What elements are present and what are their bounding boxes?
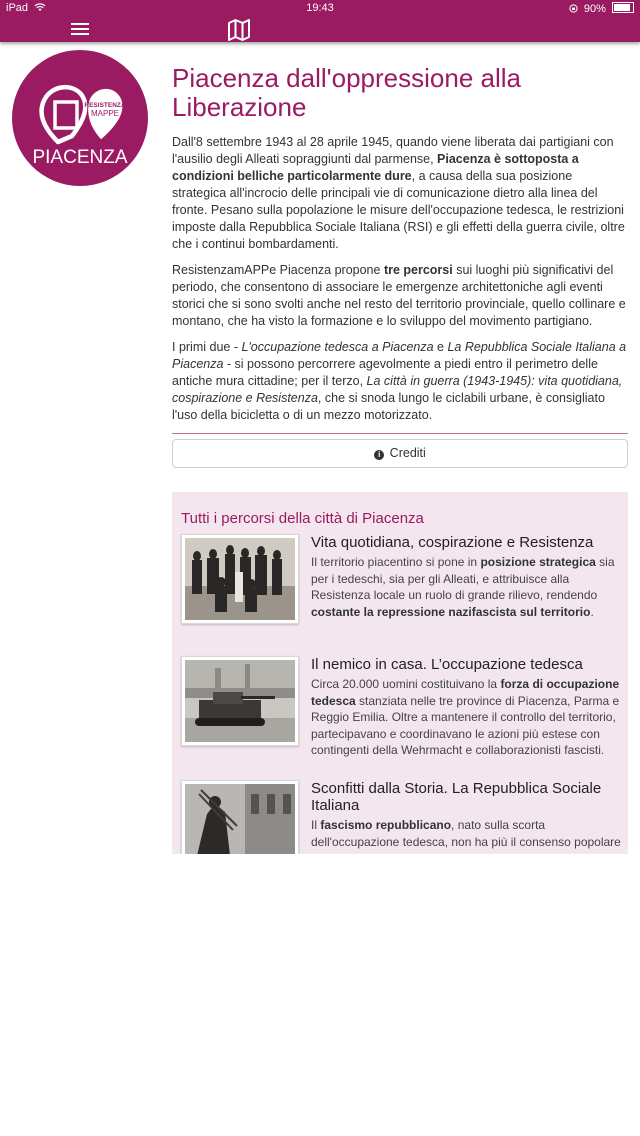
logo-city: PIACENZA [32,147,128,168]
text: Il [311,818,321,832]
text-bold: fascismo repubblicano [320,818,452,832]
text: ResistenzamAPPe Piacenza propone [172,263,384,277]
battery-icon [612,2,634,13]
text-bold: posizione strategica [480,555,596,569]
text-bold: costante la repressione nazifascista sul territorio [311,604,591,619]
map-button[interactable] [227,17,253,41]
text-bold: Piacenza è sottoposta a condizioni belliche particolarmente dure [172,152,579,183]
status-right [569,2,634,15]
logo-ring-text: RESISTENZA [84,102,126,109]
routes-panel [172,492,628,854]
text: . [590,604,594,619]
text: Dall'8 settembre 1943 al 28 aprile 1945, quando viene liberata dai partigiani con l'ausilio degli Alleati sopraggiunti dal parmense, [172,135,614,166]
hamburger-line [71,33,89,35]
page-title: Piacenza dall'oppressione alla Liberazione [172,63,521,122]
routes-heading: Tutti i percorsi della città di Piacenza [181,510,424,527]
text: Il territorio piacentino si pone in [311,555,481,569]
hamburger-icon [71,23,89,25]
route-thumbnail [181,534,299,624]
section-divider [172,433,628,434]
text-bold: forza di occupazione tedesca [311,677,620,708]
logo-mappe-text: MAPPE [90,109,120,118]
text: Circa 20.000 uomini costituivano la [311,677,501,691]
menu-button[interactable] [70,19,90,39]
route-title: Vita quotidiana, cospirazione e Resistenza [311,534,594,551]
device-name: iPad [6,2,29,14]
intro-paragraph-2 [172,262,628,330]
text: stanziata nelle tre province di Piacenza, Parma e Reggio Emilia. Oltre a mantenere il controllo del territorio, partecipavano e coordinavano le azioni più estese con contingenti della Wehrmacht e collaborazionisti fascisti. [311,693,620,757]
status-time: 19:43 [306,2,334,14]
text-italic: L'occupazione tedesca a Piacenza [241,340,434,354]
route-title: Sconfitti dalla Storia. La Repubblica Sociale Italiana [311,780,602,814]
text: , a causa della sua posizione strategica all'incrocio delle principali vie di comunicazione dietro alla linea del fronte. Pesano sulla popolazione le misure dell'occupazione tedesca, le restrizioni imposte dalla Repubblica Sociale Italiana (RSI) e gli effetti della guerra civile, oltre che i continui bombardamenti. [172,169,625,251]
route-description [311,554,623,620]
text: e [433,340,448,354]
monument-photo [185,784,295,854]
credits-button[interactable] [172,439,628,468]
hamburger-line [71,28,89,30]
route-description [311,676,623,759]
text-bold: tre percorsi [383,263,453,277]
intro-paragraph-3 [172,339,628,424]
route-description [311,817,623,850]
intro-section [172,64,628,434]
map-icon [227,17,253,41]
orientation-lock-icon [569,4,578,13]
text: , nato sulla scorta dell'occupazione tedesca, non ha più il consenso popolare [311,818,621,849]
route-title: Il nemico in casa. L’occupazione tedesca [311,656,583,673]
battery-percent: 90% [583,3,606,15]
credits-label: Crediti [389,446,426,460]
nav-bar [0,18,640,42]
tank-photo [185,660,295,742]
text: - si possono percorrere agevolmente a piedi entro il perimetro delle antiche mura cittadine; per il terzo, [172,357,598,388]
info-icon: i [374,450,384,460]
status-bar [0,0,640,18]
text-italic: La città in guerra (1943-1945): vita quotidiana, cospirazione e Resistenza [172,374,623,405]
route-thumbnail [181,780,299,854]
text: sia per i tedeschi, sia per gli Alleati, e attribuisce alla Resistenza locale un ruolo di grande rilievo, rendendo [311,555,615,602]
text: sui luoghi più significativi del periodo, che consentono di associare le emergenze architettoniche agli eventi storici che si sono svolti anche nel resto del territorio provinciale, quello collinare e montano, che ha visto la formazione e lo sviluppo del movimento partigiano. [172,263,626,328]
logo-graphic [12,50,148,186]
text: I primi due - [172,340,242,354]
resistenza-mappe-logo [12,50,148,186]
text: , che si snoda lungo le ciclabili urbane, è consigliato l'uso della bicicletta o di un mezzo motorizzato. [172,391,605,422]
text-italic: La Repubblica Sociale Italiana a Piacenza [172,340,627,371]
route-thumbnail [181,656,299,746]
intro-paragraph-1 [172,134,628,253]
partisans-photo [185,538,295,620]
